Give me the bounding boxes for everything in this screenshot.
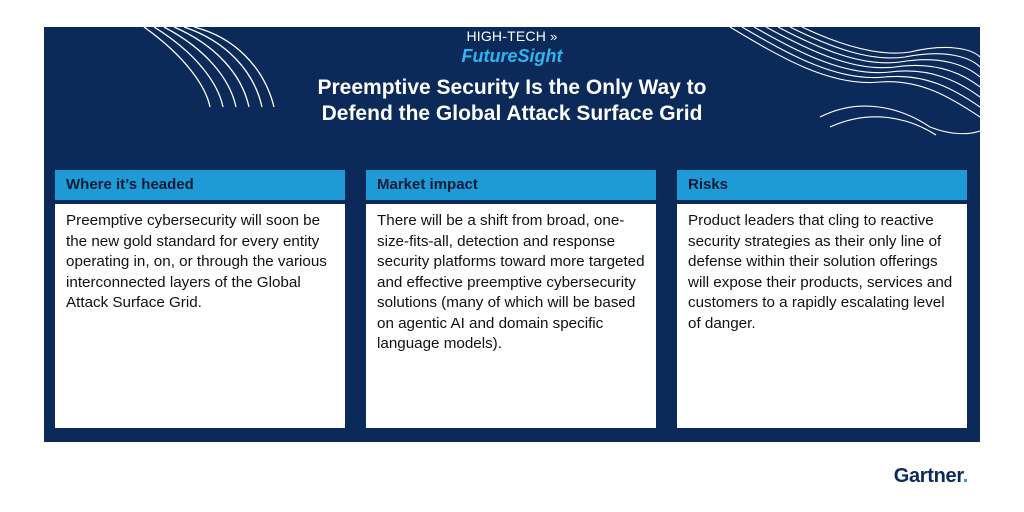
column-heading: Where it’s headed bbox=[55, 170, 345, 200]
logo-text: Gartner bbox=[893, 465, 963, 487]
column-where-headed bbox=[55, 170, 345, 428]
column-market-impact bbox=[366, 170, 656, 428]
column-body: Preemptive cybersecurity will soon be the new gold standard for every entity operating in, on, or through the various interconnected layers of the Global Attack Surface Grid. bbox=[55, 204, 345, 428]
column-body: Product leaders that cling to reactive security strategies as their only line of defense within their solution offerings will expose their products, services and customers to a rapidly escalating level of danger. bbox=[677, 204, 967, 428]
column-body: There will be a shift from broad, one-size-fits-all, detection and response security platforms toward more targeted and effective preemptive cybersecurity solutions (many of which will be based on agentic AI and domain specific language models). bbox=[366, 204, 656, 428]
page-title bbox=[44, 75, 980, 127]
double-chevron-right-icon: » bbox=[550, 29, 558, 44]
hero-panel bbox=[44, 27, 980, 442]
column-risks bbox=[677, 170, 967, 428]
title-line-1: Preemptive Security Is the Only Way to bbox=[317, 76, 707, 99]
column-heading: Market impact bbox=[366, 170, 656, 200]
title-line-2: Defend the Global Attack Surface Grid bbox=[321, 102, 703, 125]
logo-dot: . bbox=[962, 465, 968, 487]
series-label-text: HIGH-TECH bbox=[466, 28, 547, 44]
gartner-logo bbox=[894, 465, 968, 488]
column-heading: Risks bbox=[677, 170, 967, 200]
brand-name: FutureSight bbox=[461, 46, 563, 66]
series-label bbox=[44, 28, 980, 44]
